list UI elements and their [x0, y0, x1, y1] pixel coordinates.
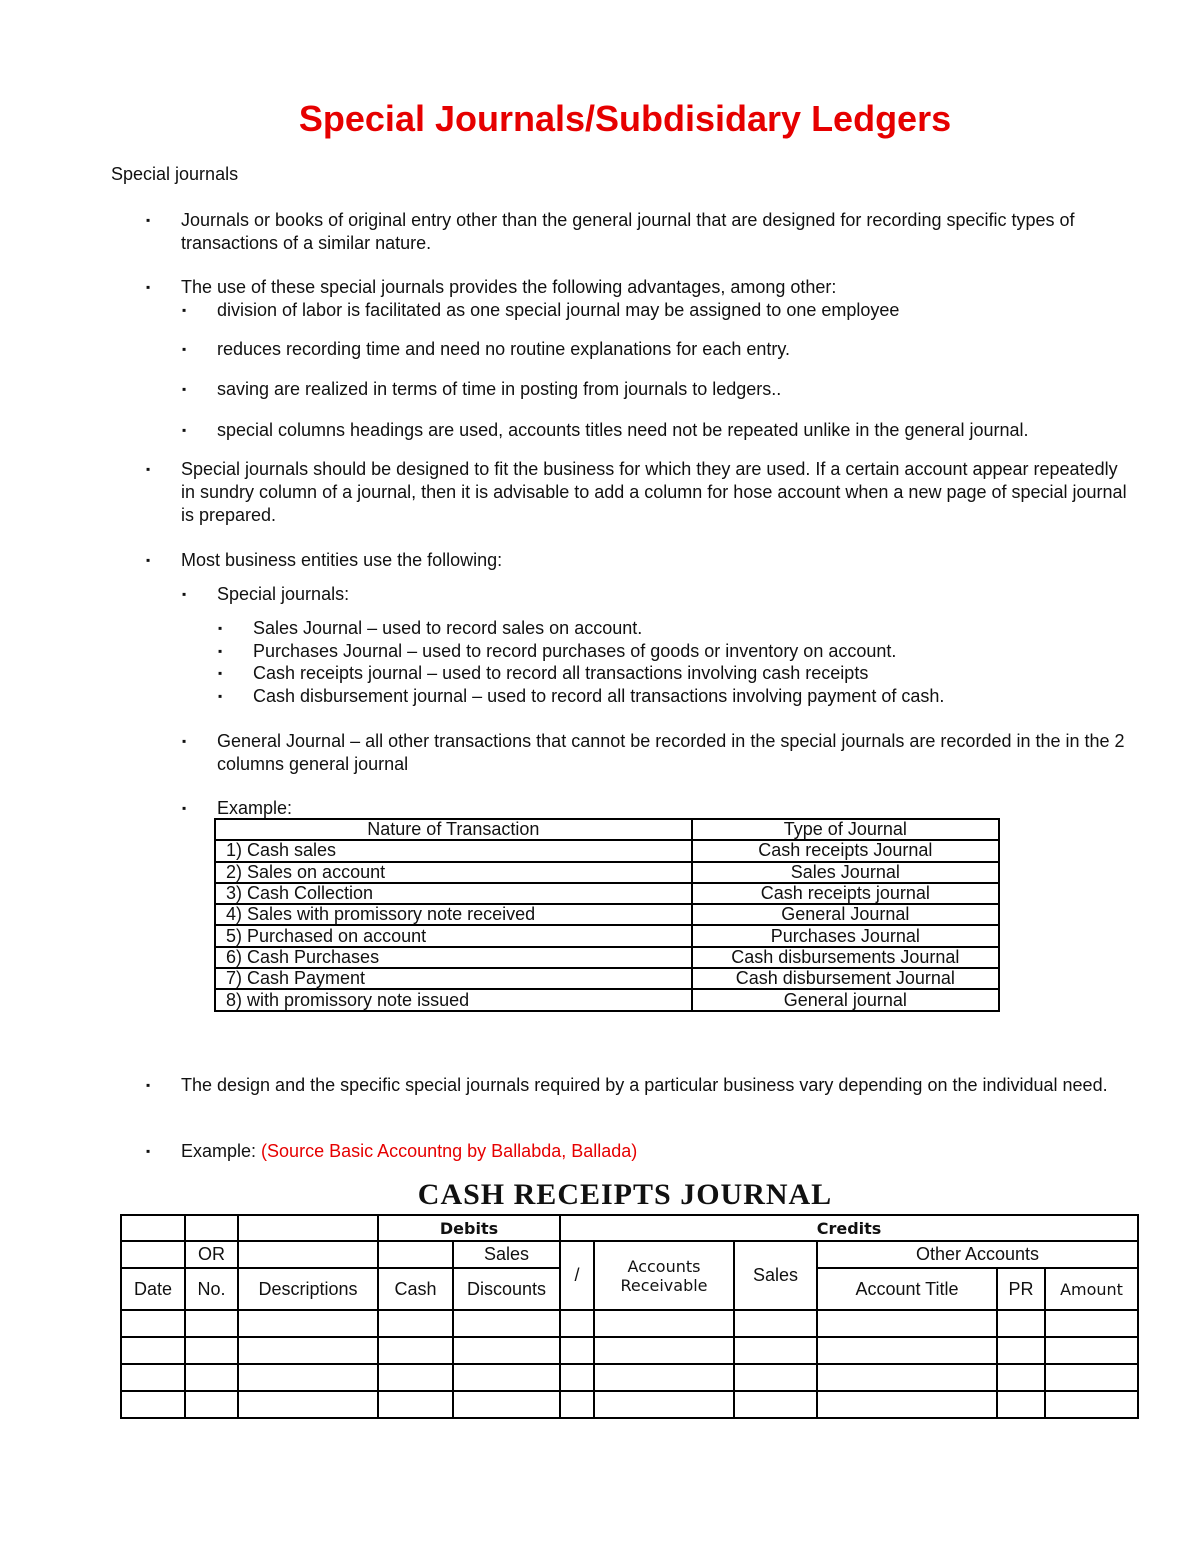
table-row: [215, 989, 999, 1010]
transaction-cell: 1) Cash sales: [215, 840, 692, 861]
transaction-cell: 2) Sales on account: [215, 862, 692, 883]
empty-cell: [238, 1215, 378, 1241]
sales-discount-header-top: Sales: [453, 1241, 560, 1268]
bullet-marker: ▪: [146, 462, 151, 476]
sub-bullet-marker: ▪: [182, 423, 187, 437]
descriptions-header: Descriptions: [238, 1268, 378, 1310]
bullet-text-4: Most business entities use the following:: [181, 550, 503, 570]
bullet-marker: ▪: [146, 1078, 151, 1092]
bullet-marker: ▪: [146, 213, 151, 227]
cash-receipts-journal-title: CASH RECEIPTS JOURNAL: [417, 1178, 833, 1211]
check-column-header: /: [560, 1241, 594, 1310]
journal-type-cell: Purchases Journal: [692, 925, 999, 946]
account-title-header: Account Title: [817, 1268, 997, 1310]
table-row: [215, 925, 999, 946]
table-row: [215, 904, 999, 925]
header-type: Type of Journal: [692, 819, 999, 840]
table-row: [215, 840, 999, 861]
bullet-marker: ▪: [146, 553, 151, 567]
amount-header: Amount: [1045, 1268, 1138, 1310]
example-label: Example:: [217, 798, 293, 818]
discounts-header: Discounts: [453, 1268, 560, 1310]
example-label: Example:: [181, 1141, 262, 1161]
crj-header-row-1: [121, 1215, 1138, 1241]
journal-item: Cash receipts journal – used to record all transactions involving cash receipts: [253, 663, 869, 683]
section-heading: Special journals: [111, 164, 239, 184]
sub-sub-bullet-marker: ▪: [218, 644, 223, 658]
crj-header-row-2: [121, 1241, 1138, 1268]
sub-bullet-marker: ▪: [182, 801, 187, 815]
empty-cell: [121, 1215, 185, 1241]
journal-type-cell: Cash receipts journal: [692, 883, 999, 904]
journal-item: Purchases Journal – used to record purchases of goods or inventory on account.: [253, 641, 897, 661]
journal-item: Sales Journal – used to record sales on account.: [253, 618, 643, 638]
advantage-item: reduces recording time and need no routine explanations for each entry.: [217, 339, 791, 359]
date-header: Date: [121, 1268, 185, 1310]
sub-sub-bullet-marker: ▪: [218, 621, 223, 635]
bullet-text-6: [181, 1140, 637, 1163]
crj-empty-row: [121, 1364, 1138, 1391]
no-header: No.: [185, 1268, 238, 1310]
journal-item: Cash disbursement journal – used to record all transactions involving payment of cash.: [253, 686, 945, 706]
accounts-label: Accounts: [627, 1256, 701, 1276]
table-row: [215, 883, 999, 904]
empty-cell: [185, 1215, 238, 1241]
table-row: [215, 862, 999, 883]
empty-cell: [121, 1241, 185, 1268]
cash-header: Cash: [378, 1268, 453, 1310]
sales-credit-header: Sales: [734, 1241, 817, 1310]
bullet-text-3: Special journals should be designed to fit the business for which they are used. If a certain account appear repeatedly in sundry column of a journal, then it is advisable to add a column for hose account when a new page of special journal is prepared.: [181, 459, 1127, 525]
sub-bullet-marker: ▪: [182, 342, 187, 356]
sub-bullet-marker: ▪: [182, 382, 187, 396]
crj-empty-row: [121, 1310, 1138, 1337]
empty-cell: [238, 1241, 378, 1268]
bullet-marker: ▪: [146, 1144, 151, 1158]
advantage-item: special columns headings are used, accounts titles need not be repeated unlike in the general journal.: [217, 420, 1029, 440]
table-row: [215, 947, 999, 968]
receivable-label: Receivable: [620, 1275, 708, 1295]
crj-empty-row: [121, 1337, 1138, 1364]
sub-bullet-marker: ▪: [182, 303, 187, 317]
transaction-cell: 5) Purchased on account: [215, 925, 692, 946]
table-row: [215, 968, 999, 989]
source-citation: (Source Basic Accountng by Ballabda, Ballada): [261, 1141, 638, 1161]
empty-cell: [378, 1241, 453, 1268]
transaction-cell: 3) Cash Collection: [215, 883, 692, 904]
journal-type-cell: Cash disbursement Journal: [692, 968, 999, 989]
journal-type-cell: Cash receipts Journal: [692, 840, 999, 861]
journal-type-cell: Cash disbursements Journal: [692, 947, 999, 968]
journal-type-cell: General journal: [692, 989, 999, 1010]
sub-sub-bullet-marker: ▪: [218, 666, 223, 680]
bullet-text-2: The use of these special journals provides the following advantages, among other:: [181, 277, 837, 297]
journal-type-cell: General Journal: [692, 904, 999, 925]
pr-header: PR: [997, 1268, 1045, 1310]
bullet-marker: ▪: [146, 280, 151, 294]
accounts-receivable-header: [594, 1241, 734, 1310]
advantage-item: saving are realized in terms of time in posting from journals to ledgers..: [217, 379, 782, 399]
other-accounts-header: Other Accounts: [817, 1241, 1138, 1268]
transaction-cell: 4) Sales with promissory note received: [215, 904, 692, 925]
general-journal-text: General Journal – all other transactions that cannot be recorded in the special journals are recorded in the in the 2 columns general journal: [217, 731, 1125, 774]
table-header-row: [215, 819, 999, 840]
transaction-cell: 8) with promissory note issued: [215, 989, 692, 1010]
crj-empty-row: [121, 1391, 1138, 1418]
transaction-cell: 7) Cash Payment: [215, 968, 692, 989]
credits-header: Credits: [560, 1215, 1138, 1241]
sub-bullet-marker: ▪: [182, 734, 187, 748]
special-journals-label: Special journals:: [217, 584, 350, 604]
nature-of-transaction-table: [214, 818, 1000, 1012]
transaction-cell: 6) Cash Purchases: [215, 947, 692, 968]
debits-header: Debits: [378, 1215, 560, 1241]
cash-receipts-journal-table: [120, 1214, 1139, 1419]
journal-type-cell: Sales Journal: [692, 862, 999, 883]
bullet-text-1: Journals or books of original entry other than the general journal that are designed for recording specific types of transactions of a similar nature.: [181, 210, 1075, 253]
advantage-item: division of labor is facilitated as one special journal may be assigned to one employee: [217, 300, 900, 320]
sub-sub-bullet-marker: ▪: [218, 689, 223, 703]
document-title: Special Journals/Subdisidary Ledgers: [298, 98, 952, 139]
bullet-text-5: The design and the specific special journals required by a particular business vary depending on the individual need.: [181, 1075, 1108, 1095]
header-nature: Nature of Transaction: [215, 819, 692, 840]
or-header: OR: [185, 1241, 238, 1268]
sub-bullet-marker: ▪: [182, 587, 187, 601]
